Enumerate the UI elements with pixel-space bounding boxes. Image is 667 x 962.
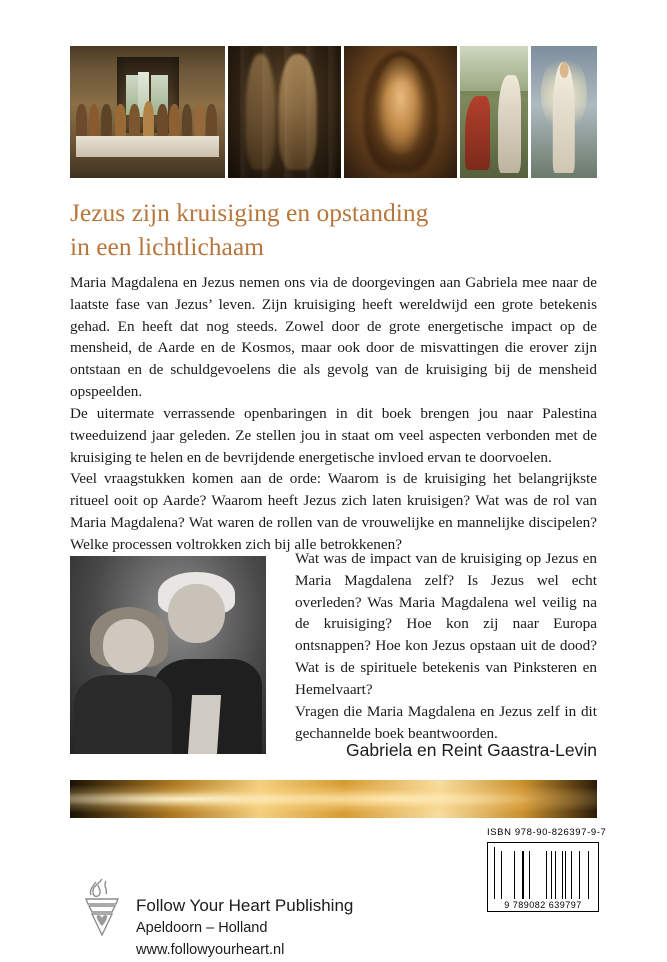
barcode-digits: 9 789082 639797 — [504, 900, 582, 910]
isbn-block — [487, 827, 607, 912]
publisher-name: Follow Your Heart Publishing — [136, 896, 354, 915]
blurb-paragraph-4: Wat was de impact van de kruisiging op Jezus en Maria Magdalena zelf? Is Jezus wel echt overleden? Was Maria Magdalena wel veilig na de kruisiging? Hoe kon zij naar Europa ontsnappen? Hoe kon Jezus opstaan uit de dood? Wat is de spirituele betekenis van Pinksteren en Hemelvaart? — [295, 550, 597, 698]
blurb-main-column — [70, 272, 597, 556]
book-title — [70, 196, 610, 264]
blurb-paragraph-5: Vragen die Maria Magdalena en Jezus zelf in dit gechannelde boek beantwoorden. — [295, 702, 597, 742]
author-photo — [70, 556, 266, 754]
blurb-right-column — [295, 548, 597, 744]
risen-christ-painting — [531, 46, 597, 178]
blurb-paragraph-2: De uitermate verrassende openbaringen in dit boek brengen jou naar Palestina tweeduizend jaar geleden. Ze stellen jou in staat om veel aspecten verbonden met de kruisiging te helen en de bevrijdende energetische invloed ervan te doorvoelen. — [70, 404, 597, 466]
cover-image-strip — [70, 46, 597, 178]
publisher-website[interactable]: www.followyourheart.nl — [136, 941, 285, 958]
authors-block — [70, 548, 597, 768]
book-title-line-2: in een lichtlichaam — [70, 231, 265, 261]
shroud-of-turin-full-body — [228, 46, 341, 178]
book-title-line-1: Jezus zijn kruisiging en opstanding — [70, 198, 429, 227]
isbn-text — [487, 827, 607, 838]
last-supper-painting — [70, 46, 225, 178]
isbn-barcode — [492, 847, 594, 899]
blurb-paragraph-3: Veel vraagstukken komen aan de orde: Waarom is de kruisiging het belangrijkste ritueel ooit op Aarde? Waarom heeft Jezus zich laten kruisigen? Wat was de rol van Maria Magdalena? Wat waren de rollen van de vrouwelijke en mannelijke discipelen? Welke processen voltrokken zich bij alle betrokkenen? — [70, 470, 597, 553]
publisher-info — [136, 894, 353, 962]
isbn-number: 978-90-826397-9-7 — [514, 827, 607, 838]
publisher-location: Apeldoorn – Holland — [136, 920, 268, 937]
shroud-of-turin-face — [344, 46, 457, 178]
blurb-paragraph-1: Maria Magdalena en Jezus nemen ons via de doorgevingen aan Gabriela mee naar de laatste fase van Jezus’ leven. Zijn kruisiging heeft wereldwijd een grote betekenis gehad. En heeft dat nog steeds. Zowel door de grote energetische impact op de mensheid, de Aarde en de Kosmos, maar ook door de misvattingen die erover zijn ontstaan en de schuldgevoelens die als gevolg van de kruisiging bij de mensheid opspeelden. — [70, 274, 597, 401]
author-names: Gabriela en Reint Gaastra-Levin — [346, 740, 597, 760]
noli-me-tangere-painting — [460, 46, 528, 178]
gold-decorative-bar — [70, 780, 597, 818]
isbn-label: ISBN — [487, 827, 512, 838]
barcode-frame — [487, 842, 599, 912]
follow-your-heart-logo — [78, 873, 126, 939]
